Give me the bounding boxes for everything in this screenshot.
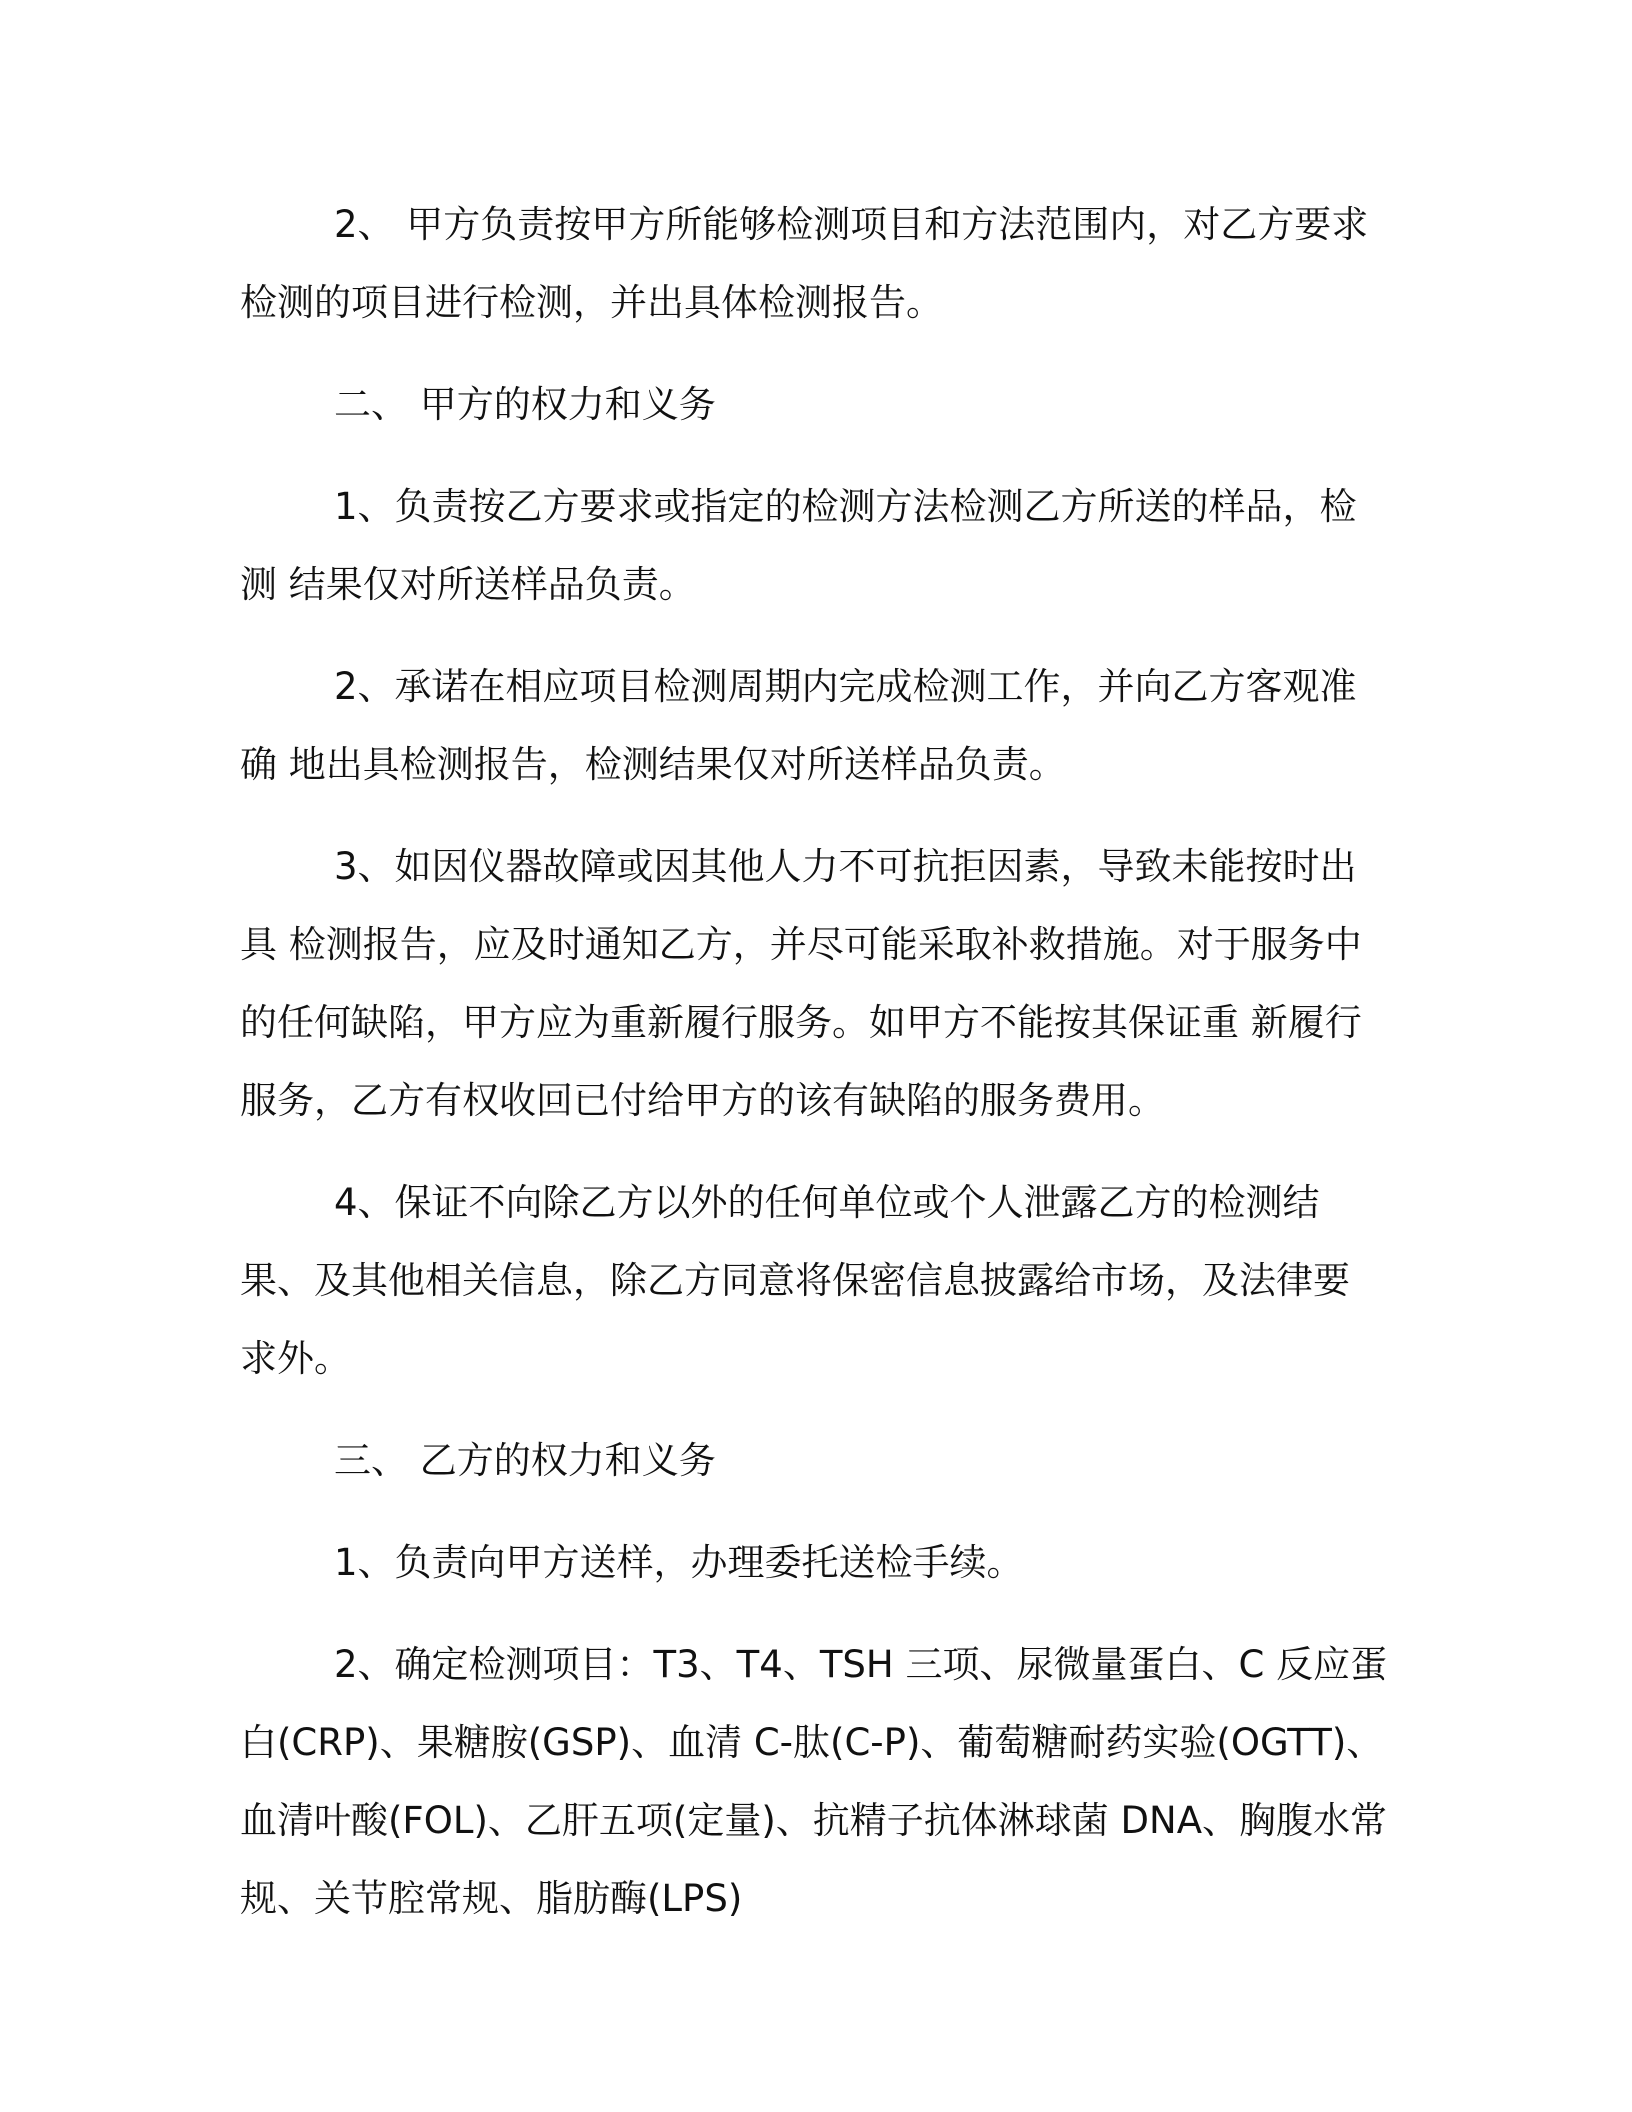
document-body [240, 186, 1392, 1962]
clause-paragraph: 2、确定检测项目：T3、T4、TSH 三项、尿微量蛋白、C 反应蛋白(CRP)、果糖胺(GSP)、血清 C-肽(C-P)、葡萄糖耐药实验(OGTT)、血清叶酸(FOL)、乙肝五项(定量)、抗精子抗体淋球菌 DNA、胸腹水常规、关节腔常规、脂肪酶(LPS) [240, 1643, 1388, 1920]
clause-paragraph: 1、负责按乙方要求或指定的检测方法检测乙方所送的样品，检测 结果仅对所送样品负责。 [240, 485, 1357, 606]
clause-paragraph: 2、 甲方负责按甲方所能够检测项目和方法范围内，对乙方要求检测的项目进行检测，并出具体检测报告。 [240, 203, 1369, 324]
clause-paragraph: 2、承诺在相应项目检测周期内完成检测工作，并向乙方客观准确 地出具检测报告，检测结果仅对所送样品负责。 [240, 665, 1357, 786]
clause-paragraph: 1、负责向甲方送样，办理委托送检手续。 [334, 1541, 1024, 1584]
clause-paragraph: 3、如因仪器故障或因其他人力不可抗拒因素，导致未能按时出具 检测报告，应及时通知乙方，并尽可能采取补救措施。对于服务中的任何缺陷，甲方应为重新履行服务。如甲方不能按其保证重 新履行服务，乙方有权收回已付给甲方的该有缺陷的服务费用。 [240, 845, 1362, 1122]
section-heading: 三、 乙方的权力和义务 [334, 1439, 716, 1482]
section-heading: 二、 甲方的权力和义务 [334, 383, 716, 426]
clause-paragraph: 4、保证不向除乙方以外的任何单位或个人泄露乙方的检测结果、及其他相关信息，除乙方同意将保密信息披露给市场，及法律要 求外。 [240, 1181, 1350, 1380]
